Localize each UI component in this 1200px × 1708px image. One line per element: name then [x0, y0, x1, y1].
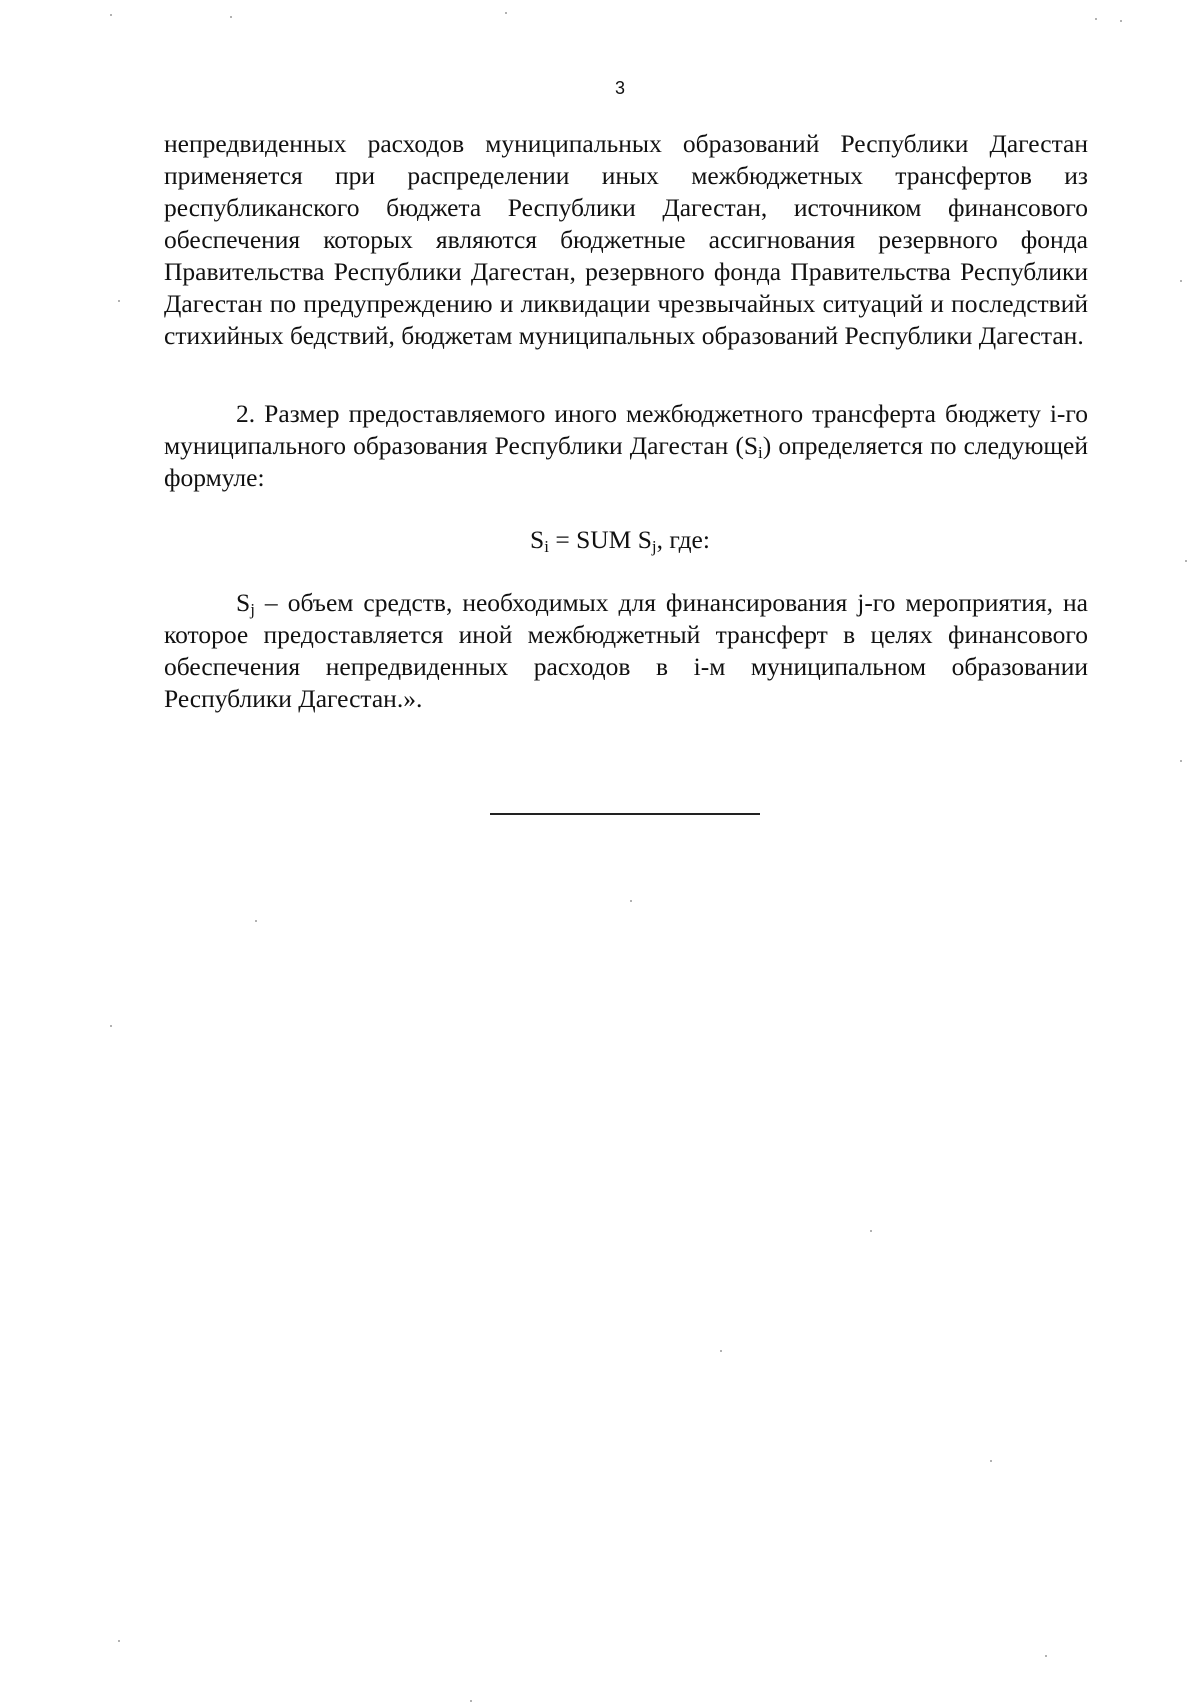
scan-speck	[470, 1700, 472, 1702]
paragraph-2-text-start: 2. Размер предоставляемого иного межбюджетного трансферта бюджету i-го муниципального образования Республики Дагестан (S	[164, 399, 1088, 460]
scan-speck	[1095, 18, 1097, 20]
scan-speck	[630, 900, 632, 902]
paragraph-2	[164, 398, 1088, 494]
scan-speck	[110, 14, 112, 16]
scan-speck	[505, 12, 507, 14]
scan-speck	[1180, 760, 1182, 762]
scan-speck	[118, 300, 120, 302]
scan-speck	[1180, 280, 1182, 282]
definition-text: – объем средств, необходимых для финансирования j-го мероприятия, на которое предоставляется иной межбюджетный трансферт в целях финансового обеспечения непредвиденных расходов в i-м муниципальном образовании Республики Дагестан.».	[164, 588, 1088, 713]
scan-speck	[118, 1640, 120, 1642]
definition-paragraph	[164, 587, 1088, 715]
formula-suffix: , где:	[656, 525, 710, 554]
paragraph-1-block	[164, 128, 1088, 352]
paragraph-2-subscript: i	[758, 443, 763, 462]
formula-lhs-subscript: i	[544, 537, 549, 556]
paragraph-2-block	[164, 398, 1088, 494]
end-of-text-rule	[490, 813, 760, 815]
formula-rhs-symbol: S	[637, 525, 652, 554]
page-number: 3	[614, 78, 625, 98]
scan-speck	[255, 920, 257, 922]
formula-rhs-subscript: j	[651, 537, 657, 556]
scan-speck	[110, 1025, 112, 1027]
formula-operator: = SUM	[548, 525, 638, 554]
formula	[0, 525, 1200, 555]
paragraph-1: непредвиденных расходов муниципальных образований Республики Дагестан применяется при распределении иных межбюджетных трансфертов из республиканского бюджета Республики Дагестан, источником финансового обеспечения которых являются бюджетные ассигнования резервного фонда Правительства Республики Дагестан, резервного фонда Правительства Республики Дагестан по предупреждению и ликвидации чрезвычайных ситуаций и последствий стихийных бедствий, бюджетам муниципальных образований Республики Дагестан.	[164, 129, 1088, 350]
scan-speck	[1185, 560, 1187, 562]
scan-speck	[1045, 1655, 1047, 1657]
formula-lhs-symbol: S	[530, 525, 545, 554]
scan-speck	[720, 1350, 722, 1352]
scan-speck	[870, 1230, 872, 1232]
scan-speck	[230, 16, 232, 18]
paragraph-2-text-end: ) определяется по следующей формуле:	[164, 431, 1088, 492]
scan-speck	[1120, 20, 1122, 22]
definition-block	[164, 587, 1088, 715]
definition-symbol: S	[236, 588, 251, 617]
scan-speck	[990, 1460, 992, 1462]
definition-subscript: j	[250, 600, 255, 619]
